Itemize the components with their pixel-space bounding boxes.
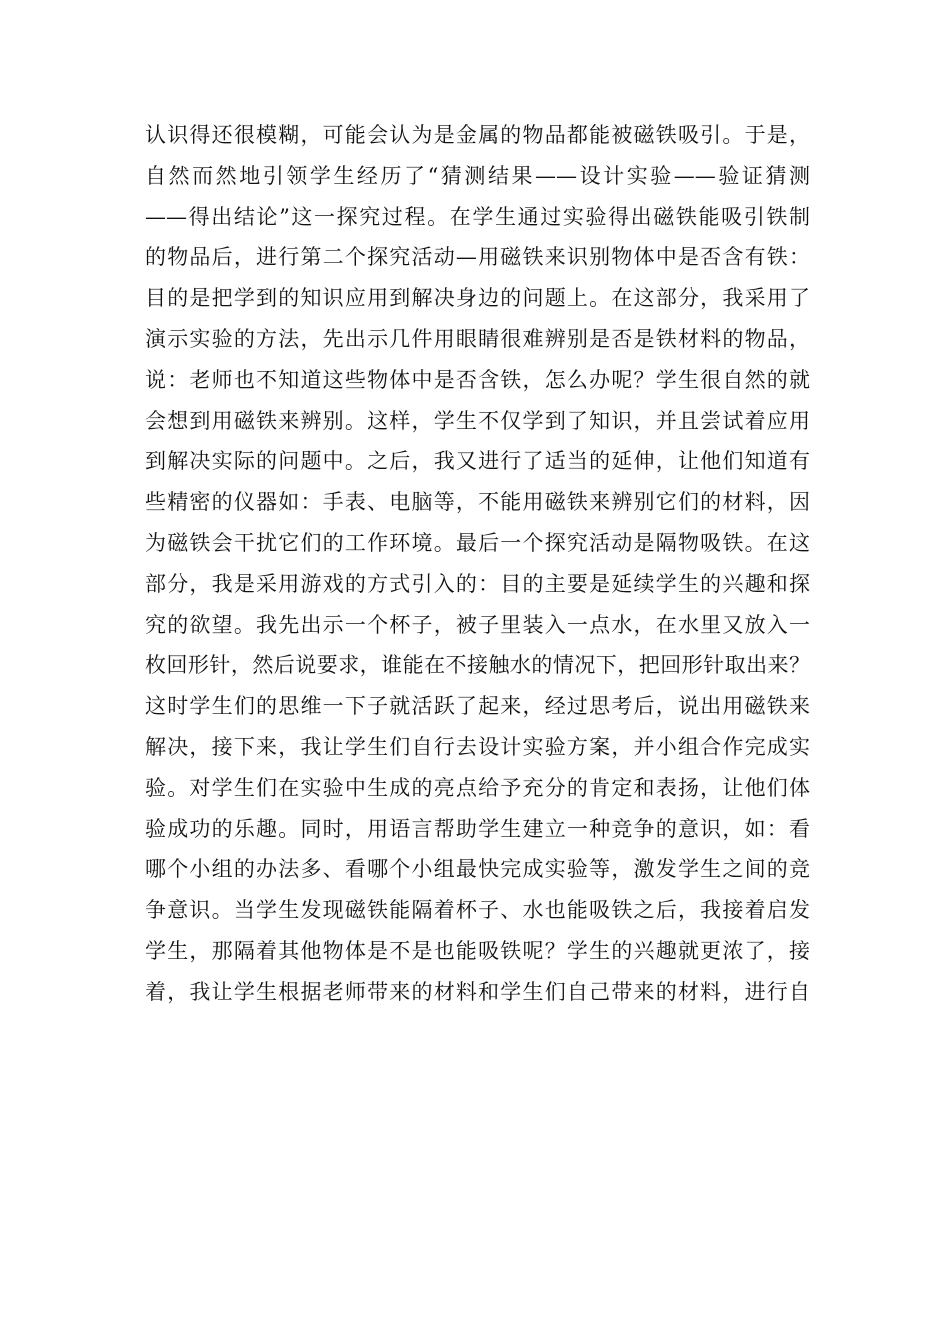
text-line: 解决，接下来，我让学生们自行去设计实验方案，并小组合作完成实 — [145, 734, 810, 759]
text-line: 演示实验的方法，先出示几件用眼睛很难辨别是否是铁材料的物品， — [145, 326, 810, 351]
text-line: 自然而然地引领学生经历了“猜测结果——设计实验——验证猜测 — [145, 163, 810, 188]
text-line: 验。对学生们在实验中生成的亮点给予充分的肯定和表扬，让他们体 — [145, 775, 810, 800]
text-line: 的物品后，进行第二个探究活动—用磁铁来识别物体中是否含有铁： — [145, 245, 810, 270]
text-line: 认识得还很模糊，可能会认为是金属的物品都能被磁铁吸引。于是， — [145, 123, 810, 147]
text-line: 争意识。当学生发现磁铁能隔着杯子、水也能吸铁之后，我接着启发 — [145, 898, 810, 923]
text-line: 究的欲望。我先出示一个杯子，被子里装入一点水，在水里又放入一 — [145, 612, 810, 637]
text-line: 目的是把学到的知识应用到解决身边的问题上。在这部分，我采用了 — [145, 286, 810, 311]
body-text — [145, 115, 810, 1013]
text-line: 部分，我是采用游戏的方式引入的：目的主要是延续学生的兴趣和探 — [145, 571, 810, 596]
text-line: 学生，那隔着其他物体是不是也能吸铁呢？学生的兴趣就更浓了，接 — [145, 938, 810, 963]
text-line: 些精密的仪器如：手表、电脑等，不能用磁铁来辨别它们的材料，因 — [145, 490, 810, 515]
text-line: 这时学生们的思维一下子就活跃了起来，经过思考后，说出用磁铁来 — [145, 694, 810, 719]
text-line: 为磁铁会干扰它们的工作环境。最后一个探究活动是隔物吸铁。在这 — [145, 530, 810, 555]
text-line: 到解决实际的问题中。之后，我又进行了适当的延伸，让他们知道有 — [145, 449, 810, 474]
text-line: 验成功的乐趣。同时，用语言帮助学生建立一种竞争的意识，如：看 — [145, 816, 810, 841]
text-line: 会想到用磁铁来辨别。这样，学生不仅学到了知识，并且尝试着应用 — [145, 408, 810, 433]
text-line: 哪个小组的办法多、看哪个小组最快完成实验等，激发学生之间的竞 — [145, 857, 810, 882]
text-line: 着，我让学生根据老师带来的材料和学生们自己带来的材料，进行自 — [145, 979, 810, 1004]
text-line: 枚回形针，然后说要求，谁能在不接触水的情况下，把回形针取出来？ — [145, 653, 810, 678]
text-line: 说：老师也不知道这些物体中是否含铁，怎么办呢？学生很自然的就 — [145, 367, 810, 392]
text-line: ——得出结论”这一探究过程。在学生通过实验得出磁铁能吸引铁制 — [145, 204, 810, 229]
